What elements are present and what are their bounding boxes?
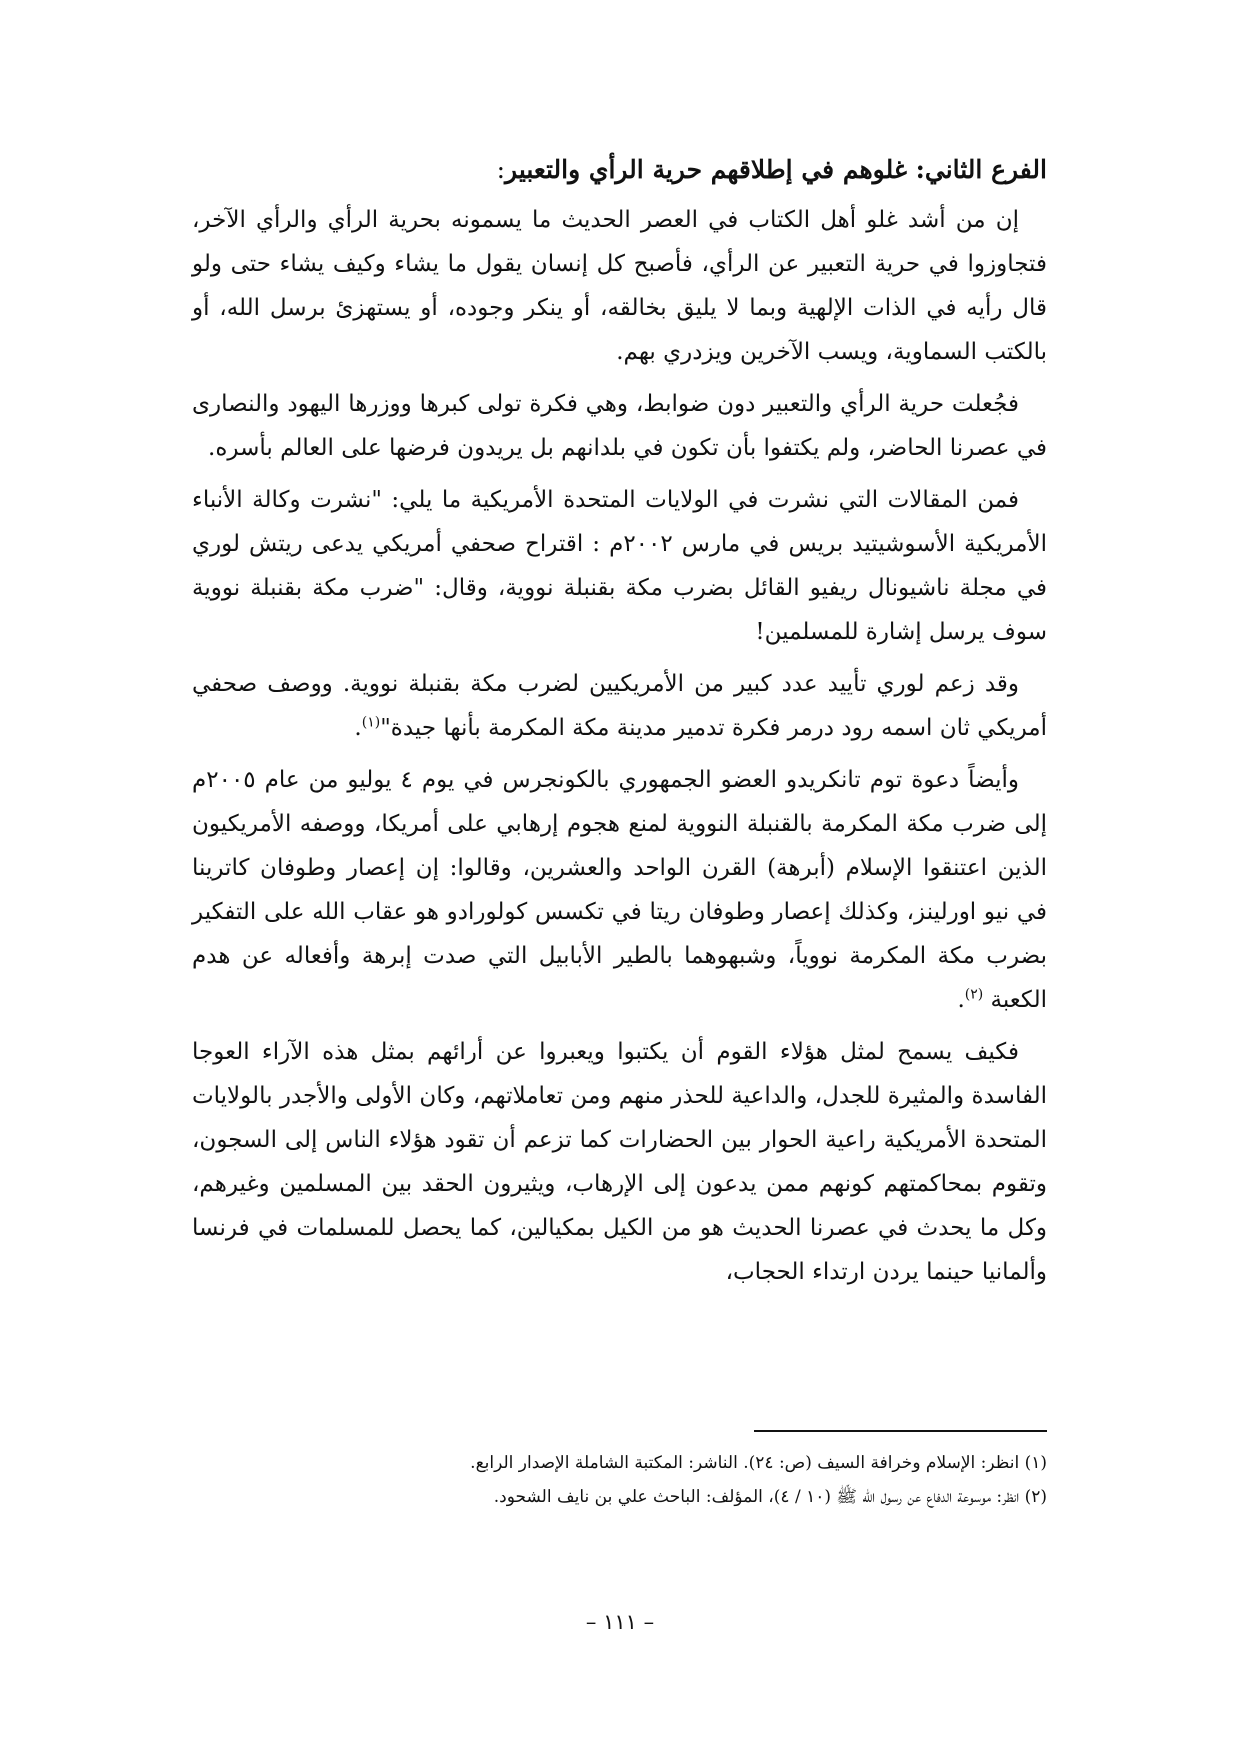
paragraph-3: فمن المقالات التي نشرت في الولايات المتحدة الأمريكية ما يلي: "نشرت وكالة الأنباء الأمريكية الأسوشيتيد بريس في مارس ٢٠٠٢م : اقتراح صحفي أمريكي يدعى ريتش لوري في مجلة ناشيونال ريفيو القائل بضرب مكة بقنبلة نووية، وقال: "ضرب مكة بقنبلة نووية سوف يرسل إشارة للمسلمين! bbox=[192, 487, 1047, 645]
heading-prefix: الفرع الثاني: bbox=[906, 155, 1047, 184]
paragraph-5 bbox=[192, 758, 1047, 1022]
footnote-1: (١) انظر: الإسلام وخرافة السيف (ص: ٢٤). الناشر: المكتبة الشاملة الإصدار الرابع. bbox=[470, 1453, 1047, 1473]
paragraph-1: إن من أشد غلو أهل الكتاب في العصر الحديث ما يسمونه بحرية الرأي والرأي الآخر، فتجاوزوا في حرية التعبير عن الرأي، فأصبح كل إنسان يقول ما يشاء وكيف يشاء حتى ولو قال رأيه في الذات الإلهية وبما لا يليق بخالقه، أو ينكر وجوده، أو يستهزئ برسل الله، أو بالكتب السماوية، ويسب الآخرين ويزدري بهم. bbox=[192, 207, 1047, 365]
footnotes bbox=[192, 1446, 1047, 1514]
paragraph-4-text: وقد زعم لوري تأييد عدد كبير من الأمريكيين لضرب مكة بقنبلة نووية. ووصف صحفي أمريكي ثان اسمه رود درمر فكرة تدمير مدينة مكة المكرمة بأنها جيدة" bbox=[192, 671, 1047, 741]
paragraph-6: فكيف يسمح لمثل هؤلاء القوم أن يكتبوا ويعبروا عن أرائهم بمثل هذه الآراء العوجا الفاسدة والمثيرة للجدل، والداعية للحذر منهم ومن تعاملاتهم، وكان الأولى والأجدر بالولايات المتحدة الأمريكية راعية الحوار بين الحضارات كما تزعم أن تقود هؤلاء الناس إلى السجون، وتقوم بمحاكمتهم كونهم ممن يدعون إلى الإرهاب، ويثيرون الحقد بين المسلمين وغيرهم، وكل ما يحدث في عصرنا الحديث هو من الكيل بمكيالين، كما يحصل للمسلمات في فرنسا وألمانيا حينما يردن ارتداء الحجاب، bbox=[192, 1039, 1047, 1285]
section-heading bbox=[192, 148, 1047, 192]
heading-title: غلوهم في إطلاقهم حرية الرأي والتعبير bbox=[505, 155, 907, 184]
paragraph-5-end: . bbox=[957, 987, 965, 1013]
page-number: – ١١١ – bbox=[585, 1610, 655, 1634]
paragraph-4 bbox=[192, 662, 1047, 750]
heading-suffix: : bbox=[496, 155, 506, 184]
paragraph-4-end: . bbox=[354, 715, 362, 741]
paragraph-2: فجُعلت حرية الرأي والتعبير دون ضوابط، وهي فكرة تولى كبرها ووزرها اليهود والنصارى في عصرنا الحاضر، ولم يكتفوا بأن تكون في بلدانهم بل يريدون فرضها على العالم بأسره. bbox=[192, 391, 1047, 461]
footnote-ref-2[interactable]: (٢) bbox=[964, 986, 984, 1003]
paragraph-5-text: وأيضاً دعوة توم تانكريدو العضو الجمهوري بالكونجرس في يوم ٤ يوليو من عام ٢٠٠٥م إلى ضرب مكة المكرمة بالقنبلة النووية لمنع هجوم إرهابي على أمريكا، ووصفه الأمريكيون الذين اعتنقوا الإسلام (أبرهة) القرن الواحد والعشرين، وقالوا: إن إعصار وطوفان كاترينا في نيو اورلينز، وكذلك إعصار وطوفان ريتا في تكسس كولورادو هو عقاب الله على التفكير بضرب مكة المكرمة نووياً، وشبهوهما بالطير الأبابيل التي صدت إبرهة وأفعاله عن هدم الكعبة bbox=[192, 767, 1047, 1013]
main-text bbox=[192, 148, 1047, 1302]
footnote-divider bbox=[754, 1430, 1047, 1432]
footnote-2: (٢) انظر: موسوعة الدفاع عن رسول الله ﷺ (١٠ / ٤)، المؤلف: الباحث علي بن نايف الشحود. bbox=[493, 1487, 1047, 1507]
footnote-ref-1[interactable]: (١) bbox=[361, 714, 381, 731]
